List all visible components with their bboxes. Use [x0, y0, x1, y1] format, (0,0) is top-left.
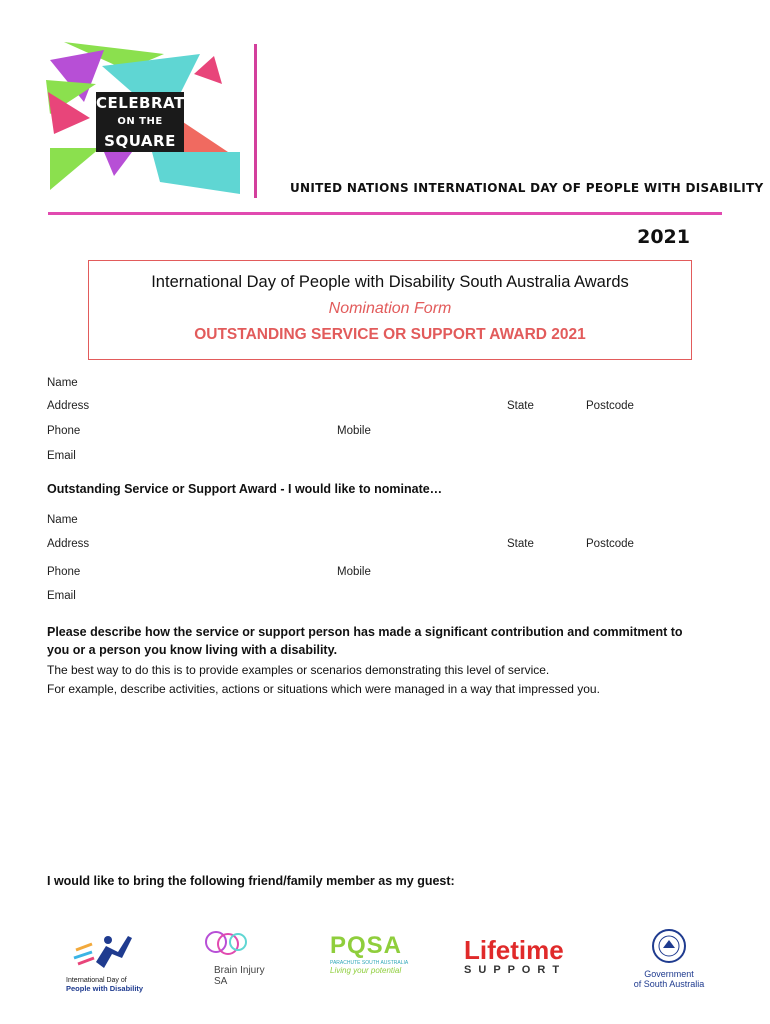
- nominator-postcode-label: Postcode: [586, 400, 634, 412]
- header-vertical-divider: [254, 44, 257, 198]
- nominee-postcode-label: Postcode: [586, 538, 634, 550]
- idpwd-logo: [66, 930, 156, 993]
- describe-hint-2: For example, describe activities, actions or situations which were managed in a way that impressed you.: [47, 682, 600, 696]
- nominee-name-label: Name: [47, 514, 78, 526]
- logo-line-2: ON THE: [96, 114, 184, 130]
- posa-title: PQSA: [330, 932, 403, 959]
- posa-logo: [330, 932, 420, 990]
- nominee-heading: Outstanding Service or Support Award - I would like to nominate…: [47, 482, 443, 496]
- idpwd-line-1: International Day of: [66, 977, 127, 984]
- nominator-phone-label: Phone: [47, 425, 81, 437]
- nominator-name-label: Name: [47, 377, 78, 389]
- gov-sa-line-1: Government: [644, 969, 694, 979]
- describe-hint-1: The best way to do this is to provide examples or scenarios demonstrating this level of service.: [47, 663, 550, 677]
- awards-title: International Day of People with Disability South Australia Awards: [151, 273, 629, 291]
- nominator-mobile-label: Mobile: [337, 425, 371, 437]
- brain-injury-line-2: SA: [214, 976, 228, 987]
- nominator-state-label: State: [507, 400, 534, 412]
- lifetime-title: Lifetime: [464, 935, 564, 965]
- form-title-box: [88, 260, 692, 360]
- form-subtitle: Nomination Form: [328, 300, 452, 317]
- brain-injury-sa-logo: [200, 928, 280, 990]
- award-name: OUTSTANDING SERVICE OR SUPPORT AWARD 2021: [194, 326, 586, 343]
- nominator-address-label: Address: [47, 400, 90, 412]
- lifetime-support-logo: [464, 936, 584, 990]
- logo-line-3: SQUARE: [96, 130, 184, 152]
- posa-line-1: PARACHUTE SOUTH AUSTRALIA: [330, 960, 409, 966]
- gov-sa-line-2: of South Australia: [633, 979, 705, 989]
- gov-sa-crest-icon: [651, 928, 687, 964]
- un-day-title: UNITED NATIONS INTERNATIONAL DAY OF PEOPLE WITH DISABILITY: [290, 181, 764, 195]
- guest-heading: I would like to bring the following friend/family member as my guest:: [47, 874, 455, 888]
- idpwd-figure-icon: [66, 930, 146, 970]
- header-horizontal-divider: [48, 212, 722, 215]
- nominee-mobile-label: Mobile: [337, 566, 371, 578]
- nominee-phone-label: Phone: [47, 566, 81, 578]
- gov-sa-logo: [624, 928, 714, 990]
- brain-injury-circles-icon: [200, 928, 260, 960]
- year: 2021: [637, 226, 690, 248]
- brain-injury-line-1: Brain Injury: [214, 965, 265, 976]
- nominee-email-label: Email: [47, 590, 76, 602]
- describe-prompt: Please describe how the service or support person has made a significant contribution and commitment to you or a person you know living with a disability.: [47, 625, 683, 657]
- idpwd-line-2: People with Disability: [66, 984, 144, 993]
- lifetime-support-text: S U P P O R T: [464, 964, 562, 976]
- logo-line-1: CELEBRATE: [96, 94, 196, 112]
- nominee-address-label: Address: [47, 538, 90, 550]
- celebrate-on-the-square-logo: [44, 40, 244, 200]
- nominee-state-label: State: [507, 538, 534, 550]
- nominator-email-label: Email: [47, 450, 76, 462]
- posa-line-2: Living your potential: [330, 966, 402, 975]
